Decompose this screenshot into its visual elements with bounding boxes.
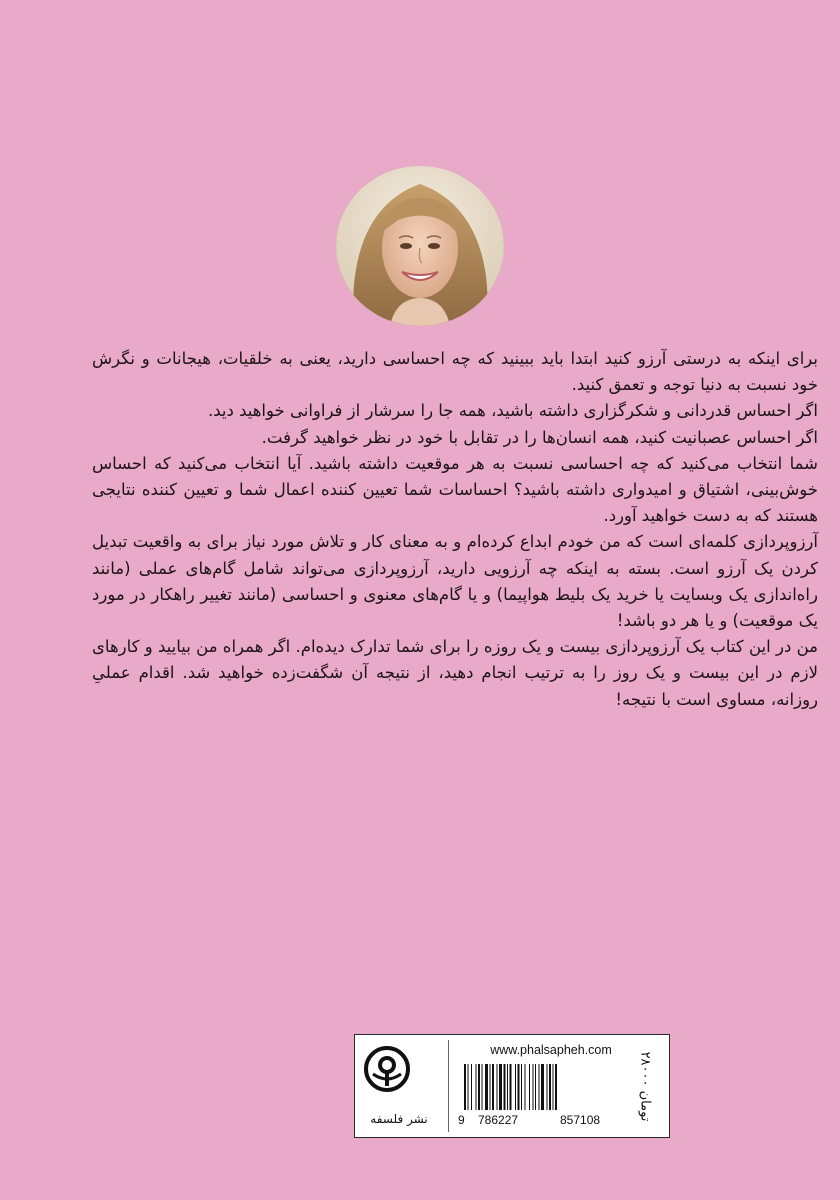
blurb-paragraph: شما انتخاب می‌کنید که چه احساسی نسبت به هر موقعیت داشته باشید. آیا انتخاب می‌کنید که احساس خوش‌بینی، اشتیاق و امیدواری داشته باشید؟ احساسات شما تعیین کننده اعمال شما و تعیین کننده نتایجی هستند که به دست خواهید آورد. — [92, 453, 818, 526]
blurb-paragraph: من در این کتاب یک آرزوپردازی بیست و یک روزه را برای شما تدارک دیده‌ام. اگر همراه من بیایید و کارهای لازم در این بیست و یک روز را به ترتیب انجام دهید، از نتیجه آن شگفت‌زده خواهید شد. اقدام عملیِ روزانه، مساوی است با نتیجه! — [92, 637, 818, 709]
barcode-bar — [507, 1064, 508, 1110]
barcode-bar — [478, 1064, 480, 1110]
blurb-paragraph: اگر احساس قدردانی و شکرگزاری داشته باشید، همه جا را سرشار از فراوانی خواهید دید. — [207, 401, 818, 421]
author-portrait-image — [336, 166, 504, 326]
blurb-paragraph: برای اینکه به درستی آرزو کنید ابتدا باید ببینید که چه احساسی دارید، یعنی به خلقیات، هیجانات و نگرش خود نسبت به دنیا توجه و تعمق کنید. — [92, 349, 818, 395]
barcode-bar — [521, 1064, 522, 1110]
barcode-bar — [555, 1064, 557, 1110]
barcode-bar — [471, 1064, 472, 1110]
barcode-bar — [547, 1064, 548, 1110]
barcode-bar — [541, 1064, 544, 1110]
info-box-divider — [448, 1040, 449, 1132]
isbn-barcode — [462, 1064, 624, 1110]
price-text: ۲۸۰۰۰ تومان — [637, 1051, 653, 1121]
barcode-bar — [529, 1064, 530, 1110]
barcode-bar — [553, 1064, 554, 1110]
isbn-prefix: 9 — [458, 1113, 465, 1127]
blurb-paragraph: آرزوپردازی کلمه‌ای است که من خودم ابداع کرده‌ام و به معنای کار و تلاش مورد نیاز برای به واقعیت تبدیل کردن یک آرزو است. بسته به اینکه چه آرزویی دارید، آرزوپردازی می‌تواند شامل گام‌های عملی (مانند راه‌اندازی یک وبسایت یا خرید یک بلیط هواپیما) و یا گام‌های معنوی و احساسی (مانند تغییر راهکار در مورد یک موقعیت) و یا هر دو باشد! — [92, 532, 818, 631]
barcode-bar — [510, 1064, 512, 1110]
isbn-group-2: 857108 — [560, 1113, 601, 1127]
publisher-name: نشر فلسفه — [370, 1112, 428, 1126]
blurb-paragraph: اگر احساس عصبانیت کنید، همه انسان‌ها را در تقابل با خود در نظر خواهید گرفت. — [261, 427, 818, 447]
barcode-bar — [482, 1064, 483, 1110]
barcode-bar — [464, 1064, 466, 1110]
back-cover-blurb — [92, 346, 818, 713]
barcode-bar — [549, 1064, 551, 1110]
isbn-group-1: 786227 — [478, 1113, 519, 1127]
barcode-bar — [497, 1064, 498, 1110]
barcode-bar — [490, 1064, 491, 1110]
barcode-bar — [535, 1064, 536, 1110]
phalsapheh-logo-icon — [362, 1044, 412, 1094]
barcode-bar — [476, 1064, 477, 1110]
barcode-bar — [518, 1064, 520, 1110]
barcode-bar — [539, 1064, 540, 1110]
barcode-bar — [485, 1064, 488, 1110]
barcode-bar — [533, 1064, 534, 1110]
barcode-bar — [525, 1064, 526, 1110]
author-photo — [336, 166, 504, 326]
barcode-bar — [499, 1064, 502, 1110]
publisher-website: www.phalsapheh.com — [490, 1043, 612, 1057]
barcode-bar — [468, 1064, 469, 1110]
barcode-bar — [515, 1064, 516, 1110]
barcode-bar — [492, 1064, 494, 1110]
barcode-bar — [504, 1064, 506, 1110]
